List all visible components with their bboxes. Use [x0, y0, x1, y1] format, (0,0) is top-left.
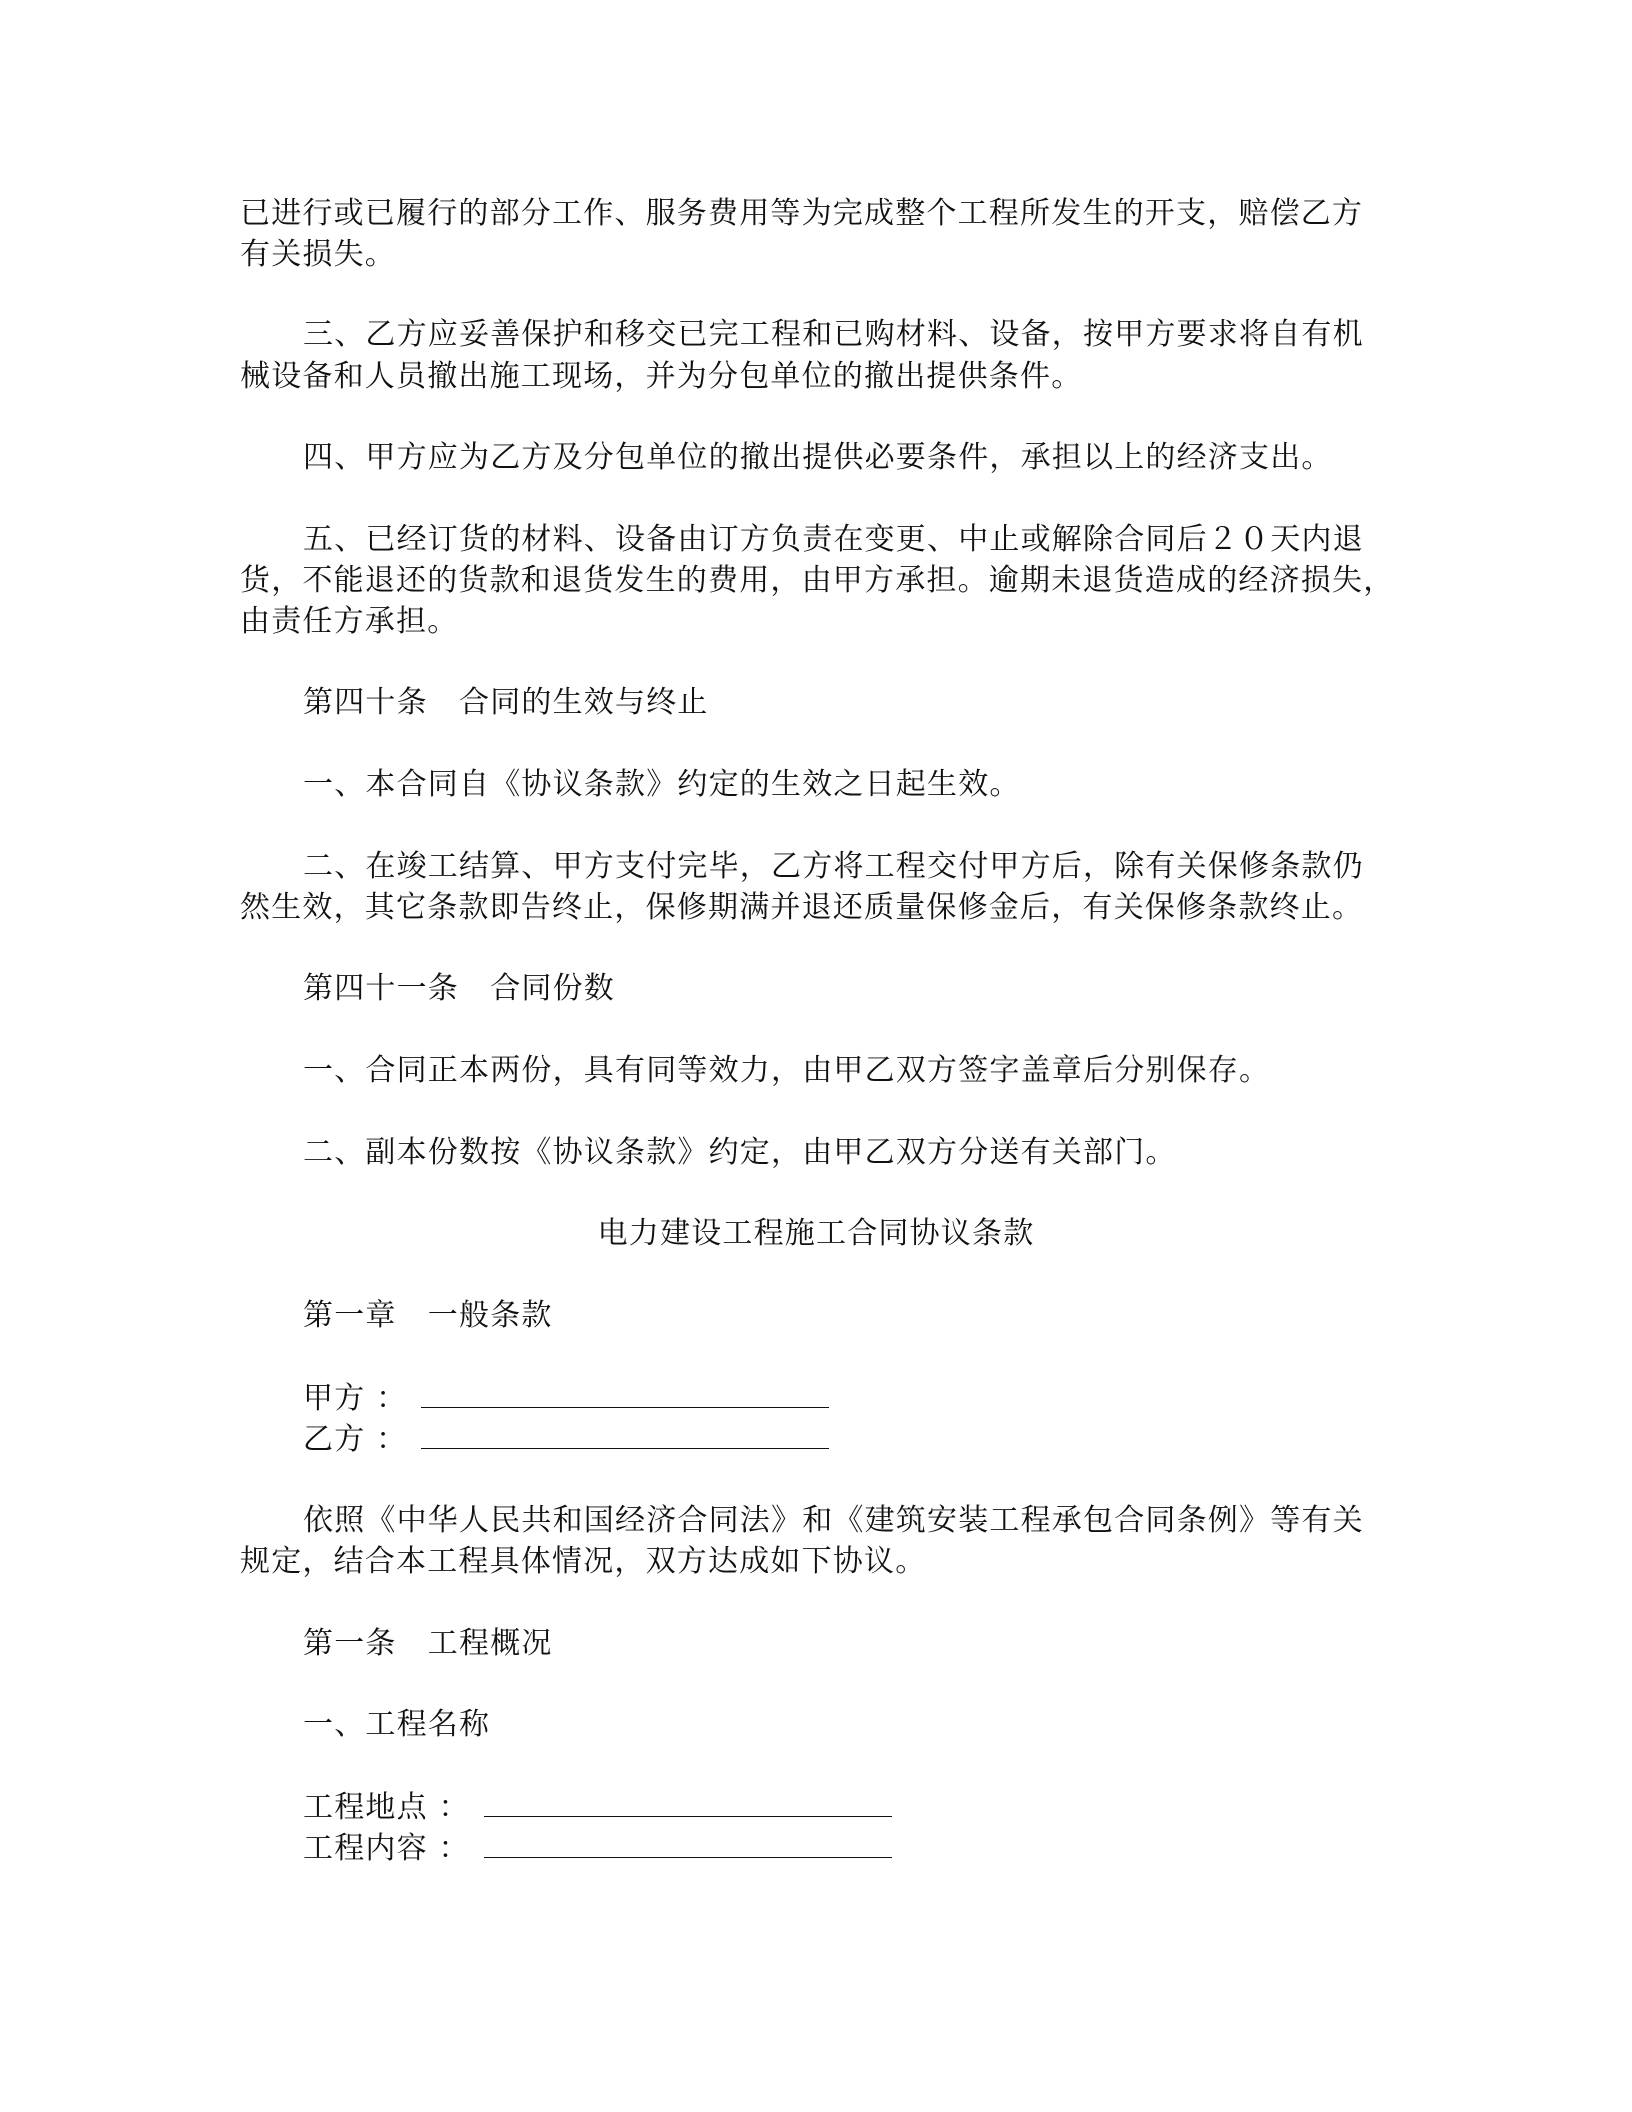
article-heading: 第四十一条 合同份数 — [303, 971, 615, 1006]
party-a-label: 甲方 ： — [303, 1381, 408, 1416]
paragraph-line: 五、已经订货的材料、设备由订方负责在变更、中止或解除合同后２０天内退 — [303, 522, 1364, 557]
paragraph-line: 一、本合同自《协议条款》约定的生效之日起生效。 — [303, 767, 1021, 802]
paragraph-line: 四、甲方应为乙方及分包单位的撤出提供必要条件，承担以上的经济支出。 — [303, 440, 1333, 475]
paragraph-line: 二、在竣工结算、甲方支付完毕，乙方将工程交付甲方后，除有关保修条款仍 — [303, 849, 1364, 884]
paragraph-line: 有关损失。 — [240, 237, 396, 272]
paragraph-line: 规定，结合本工程具体情况，双方达成如下协议。 — [240, 1544, 927, 1579]
paragraph-line: 已进行或已履行的部分工作、服务费用等为完成整个工程所发生的开支，赔偿乙方 — [240, 196, 1364, 231]
paragraph-line: 一、合同正本两份，具有同等效力，由甲乙双方签字盖章后分别保存。 — [303, 1053, 1271, 1088]
party-b-row — [303, 1418, 829, 1461]
party-b-blank[interactable] — [421, 1418, 829, 1449]
paragraph-line: 一、工程名称 — [303, 1707, 491, 1742]
party-a-blank[interactable] — [421, 1377, 829, 1408]
paragraph-line: 依照《中华人民共和国经济合同法》和《建筑安装工程承包合同条例》等有关 — [303, 1503, 1364, 1538]
article-heading: 第一条 工程概况 — [303, 1626, 553, 1661]
paragraph-line: 械设备和人员撤出施工现场，并为分包单位的撤出提供条件。 — [240, 359, 1083, 394]
paragraph-line: 三、乙方应妥善保护和移交已完工程和已购材料、设备，按甲方要求将自有机 — [303, 317, 1364, 352]
content-blank[interactable] — [484, 1827, 892, 1858]
party-b-label: 乙方 ： — [303, 1422, 408, 1457]
paragraph-line: 货，不能退还的货款和退货发生的费用，由甲方承担。逾期未退货造成的经济损失， — [240, 563, 1395, 598]
site-label: 工程地点 ： — [303, 1790, 470, 1825]
paragraph-line: 二、副本份数按《协议条款》约定，由甲乙双方分送有关部门。 — [303, 1135, 1177, 1170]
content-row — [303, 1827, 892, 1870]
content-label: 工程内容 ： — [303, 1831, 470, 1866]
section-title: 电力建设工程施工合同协议条款 — [597, 1216, 1035, 1251]
article-heading: 第四十条 合同的生效与终止 — [303, 685, 709, 720]
paragraph-line: 然生效，其它条款即告终止，保修期满并退还质量保修金后，有关保修条款终止。 — [240, 890, 1364, 925]
paragraph-line: 由责任方承担。 — [240, 604, 459, 639]
party-a-row — [303, 1377, 829, 1420]
site-row — [303, 1786, 892, 1829]
site-blank[interactable] — [484, 1786, 892, 1817]
chapter-heading: 第一章 一般条款 — [303, 1298, 553, 1333]
